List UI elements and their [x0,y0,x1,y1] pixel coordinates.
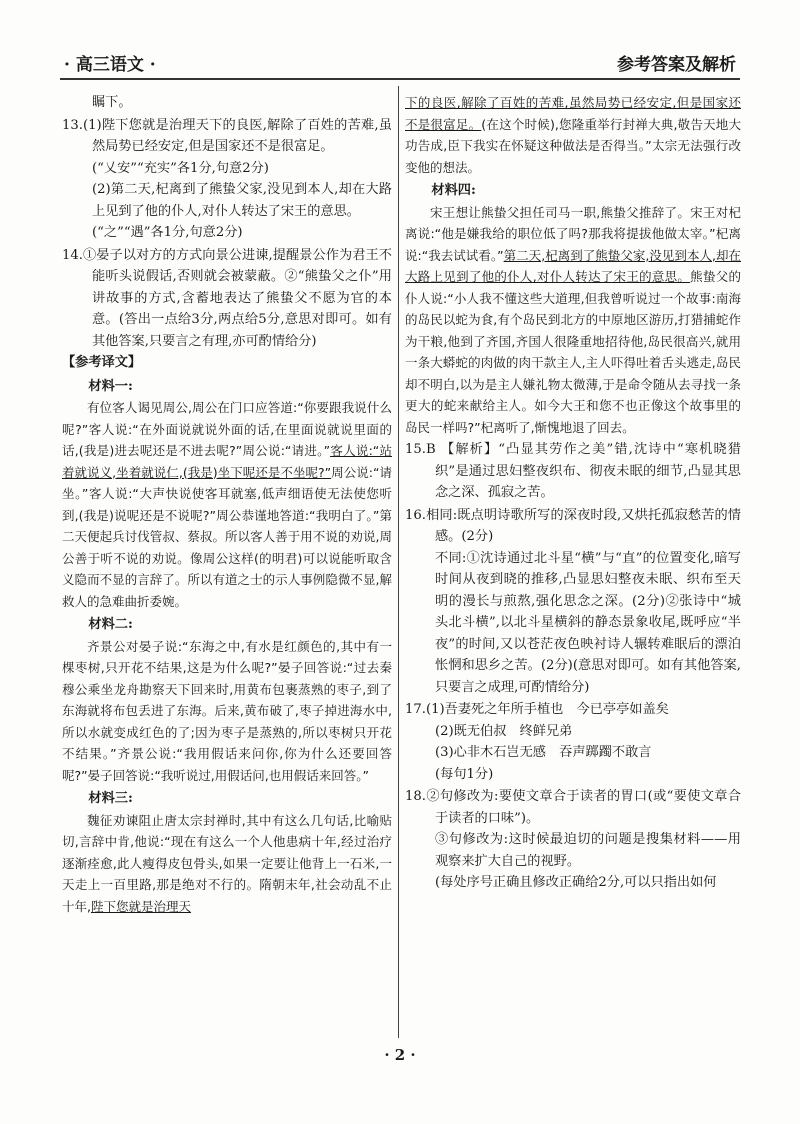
page-header [60,48,740,80]
q17-scoring: (每句1分) [435,766,494,782]
question-18 [405,786,741,894]
q13-answer-2: (2)第二天,杞离到了熊蛰父家,没见到本人,却在大路上见到了他的仆人,对仆人转达了宋王的意思。 [92,182,392,219]
section-title: 参考答案及解析 [617,55,736,75]
underlined-sentence: 客人说:“站着就说义,坐着就说仁,(我是)坐下呢还是不坐呢?” [62,443,392,480]
q16-different: 不同:①沈诗通过北斗星“横”与“直”的位置变化,暗写时间从夜到晓的推移,凸显思妇整夜未眠、织布至天明的漫长与煎熬,强化思念之深。(2分)②张诗中“城头北斗横”,以北斗星横斜的静态景象收尾,既呼应“半夜”的时间,又以苍茫夜色映衬诗人辗转难眠后的漂泊怅惘和思乡之苦。(2分)(意思对即可。如有其他答案,只要言之成理,可酌情给分) [435,550,741,695]
page-number: · 2 · [384,1046,416,1064]
q13-answer-1: 13.(1)陛下您就是治理天下的良医,解除了百姓的苦难,虽然局势已经安定,但是国家还不是很富足。 [62,117,392,154]
answer-fragment: 瞩下。 [92,95,132,110]
material-4-title: 材料四: [431,183,476,198]
material-1-text: 有位客人谒见周公,周公在门口应答道:“你要跟我说什么呢?”客人说:“在外面说就说外面的话,在里面说就说里面的话,(我是)进去呢还是不进去呢?”周公说:“请进。”客人说:“站着就说义,坐着就说仁,(我是)坐下呢还是不坐呢?”周公说:“请坐。”客人说:“大声快说使客耳就塞,低声细语使无法使您听到,(我是)说呢还是不说呢?”周公恭谨地答道:“我明白了。”第二天便起兵讨伐管叔、蔡叔。所以客人善于用不说的劝说,周公善于听不说的劝说。像周公这样(的明君)可以说能听取含义隐而不显的言辞了。所以有道之士的示人事例隐微不显,解救人的急难曲折委婉。 [62,400,393,609]
question-15: 15.B 【解析】“凸显其劳作之美”错,沈诗中“寒机晓猎织”是通过思妇整夜织布、彻夜未眠的细节,凸显其思念之深、孤寂之苦。 [405,442,741,500]
material-3-title: 材料三: [88,791,133,806]
q17-line: (3)心非木石岂无感 吞声踯躅不敢言 [435,745,652,760]
reference-translation-label: 【参考译文】 [62,355,142,370]
material-2-text: 齐景公对晏子说:“东海之中,有水是红颜色的,其中有一棵枣树,只开花不结果,这是为什么呢?”晏子回答说:“过去秦穆公乘坐龙舟勘察天下回来时,用黄布包裹蒸熟的枣子,到了东海就将布包丢进了东海。后来,黄布破了,枣子掉进海水中,所以水就变成红色的了;因为枣子是蒸熟的,所以枣树只开花不结果。”齐景公说:“我用假话来问你,你为什么还要回答呢?”晏子回答说:“我听说过,用假话问,也用假话来回答。” [62,638,392,783]
q18-scoring: (每处序号正确且修改正确给2分,可以只指出如何 [435,875,717,890]
column-divider [398,86,399,1038]
subject-title: · 高三语文 · [64,55,156,75]
right-column [405,92,741,894]
material-4-text: 宋王想让熊蛰父担任司马一职,熊蛰父推辞了。宋王对杞离说:“他是嫌我给的职位低了吗?那我将提拔他做太宰。”杞离说:“我去试试看。”第二天,杞离到了熊蛰父家,没见到本人,却在大路上见到了他的仆人,对仆人转达了宋王的意思。熊蛰父的仆人说:“小人我不懂这些大道理,但我曾听说过一个故事:南海的岛民以蛇为食,有个岛民到北方的中原地区游历,打猎捕蛇作为干粮,他到了齐国,齐国人很隆重地招待他,岛民很高兴,就用一条大蟒蛇的肉做的肉干款主人,主人吓得吐着舌头逃走,岛民却不明白,以为是主人嫌礼物太微薄,于是命令随从去寻找一条更大的蛇来献给主人。如今大王和您不也正像这个故事里的岛民一样吗?”杞离听了,惭愧地退了回去。 [405,204,742,435]
q13-scoring-1: (“乂安”“充实”各1分,句意2分) [92,160,269,176]
question-14: 14.①晏子以对方的方式向景公进谏,提醒景公作为君王不能听头说假话,否则就会被蒙蔽。②“熊蛰父之仆”用讲故事的方式,含蓄地表达了熊蛰父不愿为官的本意。(答出一点给3分,两点给5分,意思对即可。如有其他答案,只要言之有理,亦可酌情给分) [62,247,392,349]
underlined-sentence: 第二天,杞离到了熊蛰父家,没见到本人,却在大路上见到了他的仆人,对仆人转达了宋王的意思。 [405,247,742,284]
q16-same: 16.相同:既点明诗歌所写的深夜时段,又烘托孤寂愁苦的情感。(2分) [405,507,741,544]
q17-line: (2)既无伯叔 终鲜兄弟 [435,723,573,739]
q17-line: 17.(1)吾妻死之年所手植也 今已亭亭如盖矣 [405,702,669,717]
underlined-sentence: 下的良医,解除了百姓的苦难,虽然局势已经安定,但是国家还不是很富足。 [405,95,741,132]
material-3-continued: 下的良医,解除了百姓的苦难,虽然局势已经安定,但是国家还不是很富足。(在这个时候),您隆重举行封禅大典,敬告天地大功告成,臣下我实在怀疑这种做法是否得当。”太宗无法强行改变他的想法。 [405,95,741,175]
left-column [62,92,392,917]
q13-scoring-2: (“之”“遇”各1分,句意2分) [92,225,243,240]
material-2-title: 材料二: [88,617,133,632]
material-1-title: 材料一: [88,378,133,394]
material-3-text: 魏征劝谏阻止唐太宗封禅时,其中有这么几句话,比喻贴切,言辞中肯,他说:“现在有这么一个人他患病十年,经过治疗逐渐痊愈,此人瘦得皮包骨头,如果一定要让他背上一石米,一天走上一百里路,那是绝对不行的。隋朝末年,社会动乱不止十年,陛下您就是治理天 [62,812,392,914]
underlined-sentence: 陛下您就是治理天 [90,898,191,914]
question-17 [405,699,741,785]
question-13 [62,115,392,244]
question-16 [405,505,741,699]
q18-line: ③句修改为:这时候最迫切的问题是搜集材料——用观察来扩大自己的视野。 [435,832,741,869]
q18-line: 18.②句修改为:要使文章合于读者的胃口(或“要使文章合于读者的口味”)。 [405,789,741,826]
